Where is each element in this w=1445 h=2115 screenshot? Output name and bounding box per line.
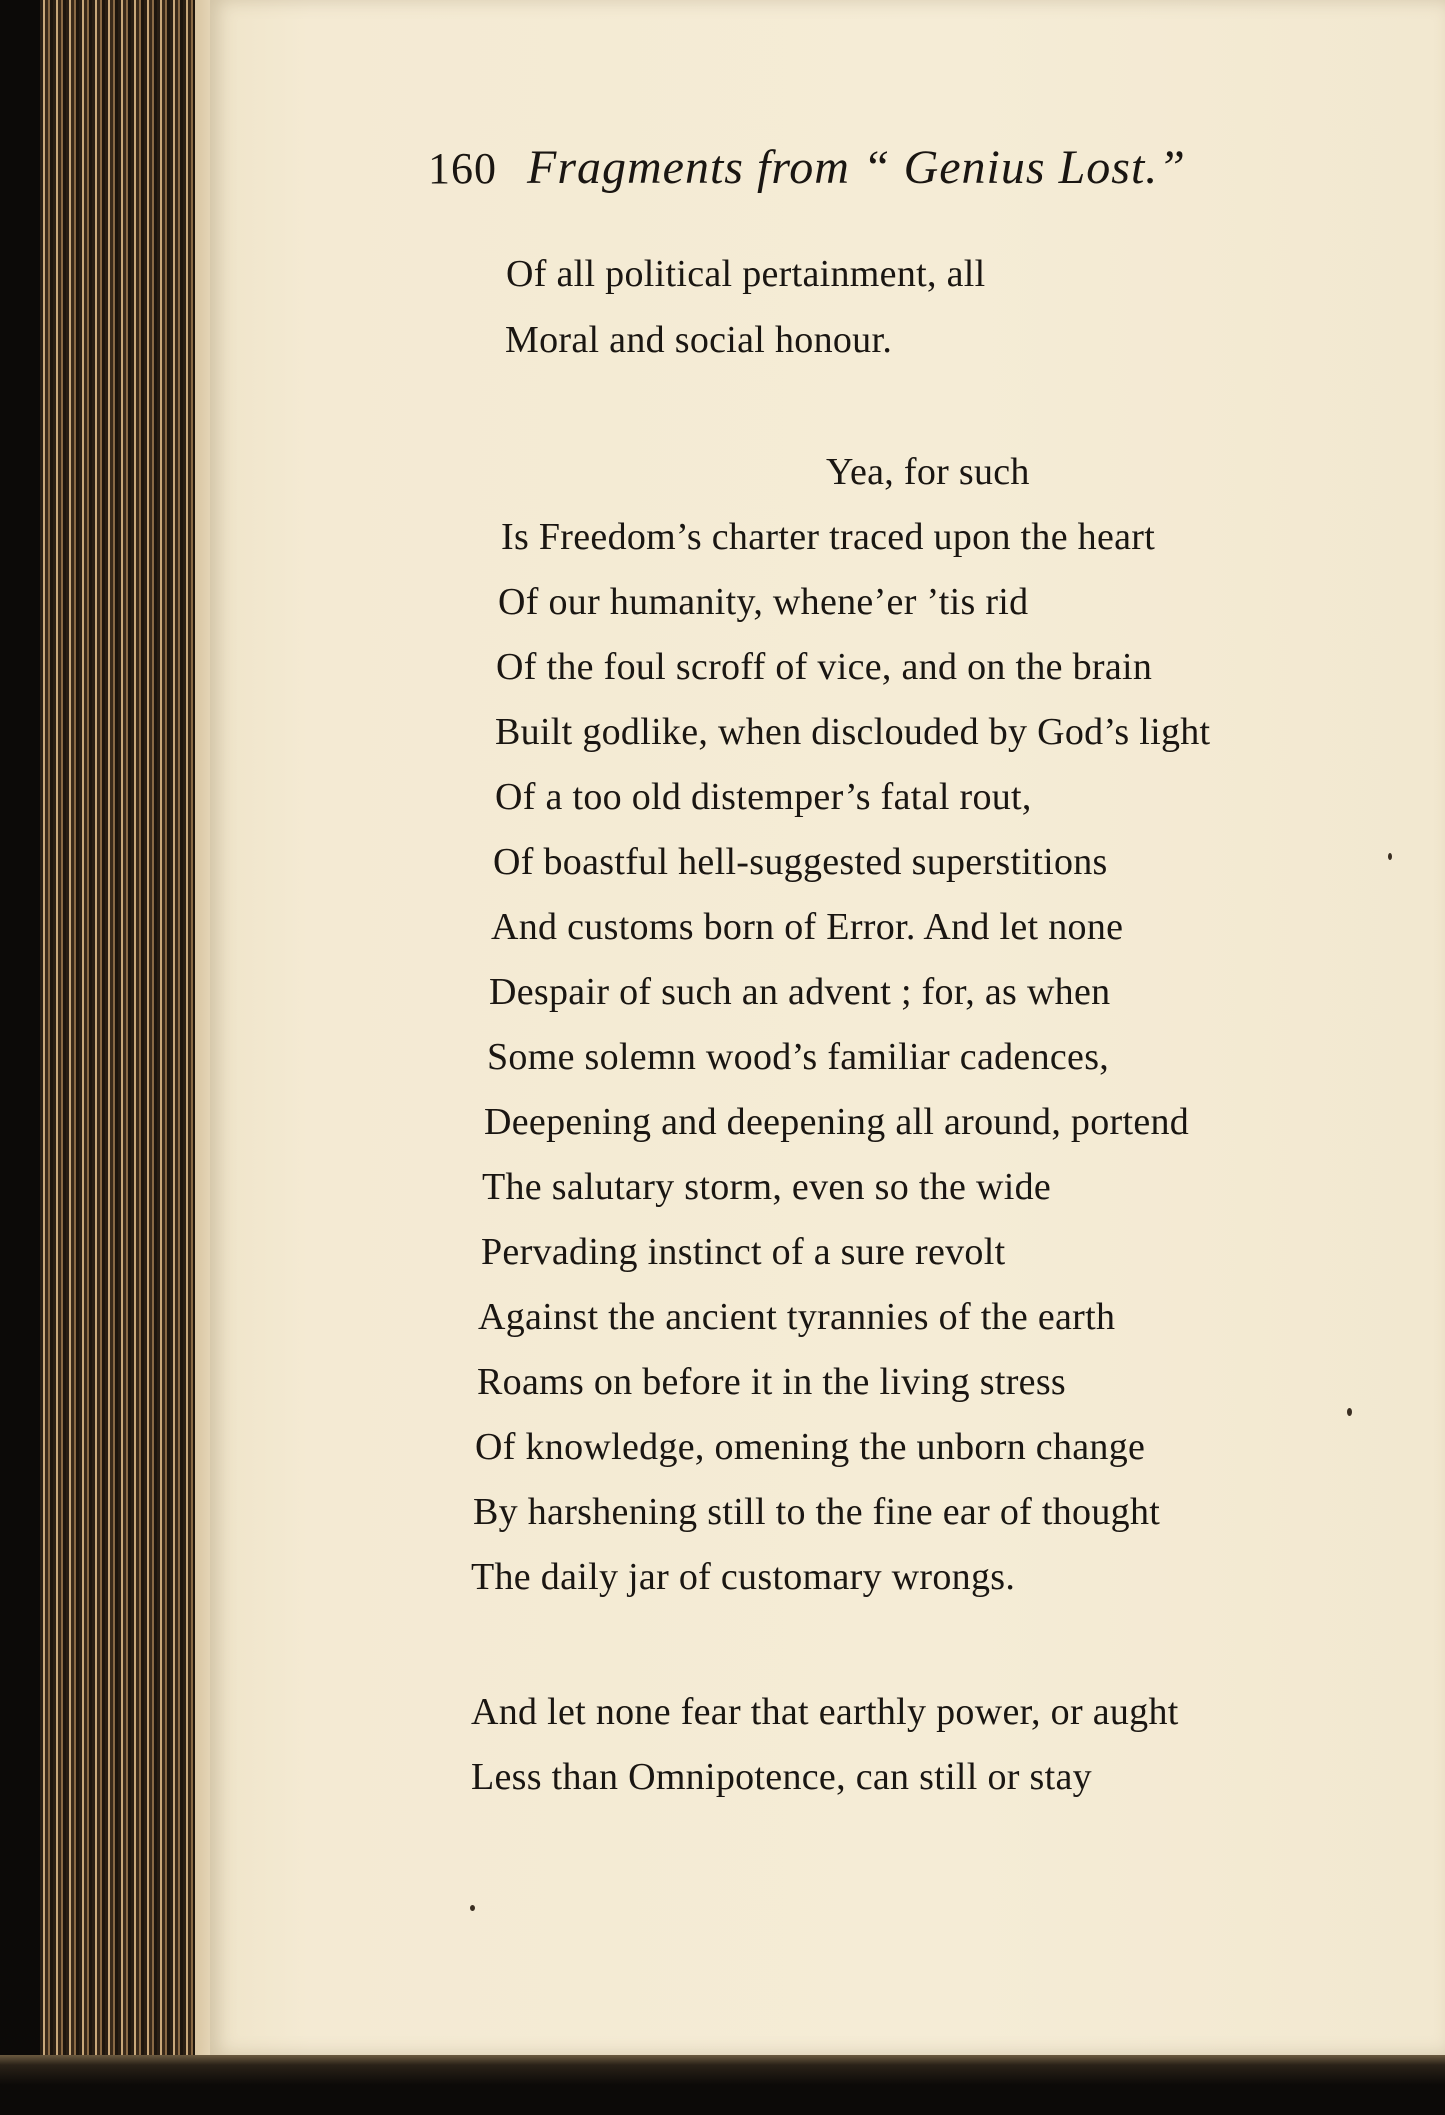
running-header xyxy=(428,140,1278,195)
paper-speck xyxy=(470,1905,475,1911)
page-edges xyxy=(40,0,225,2060)
verse-line-11: Despair of such an advent ; for, as when xyxy=(489,971,1111,1013)
verse-line-22: Less than Omnipotence, can still or stay xyxy=(471,1756,1092,1798)
verse-line-9: Of boastful hell-suggested superstitions xyxy=(493,841,1108,883)
verse-line-5: Of our humanity, whene’er ’tis rid xyxy=(498,581,1029,623)
paper-speck xyxy=(1347,1408,1352,1416)
verse-line-2: Moral and social honour. xyxy=(505,319,893,361)
verse-line-4: Is Freedom’s charter traced upon the heart xyxy=(501,516,1156,558)
verse-line-21: And let none fear that earthly power, or aught xyxy=(471,1691,1179,1733)
verse-line-19: By harshening still to the fine ear of thought xyxy=(473,1491,1161,1533)
verse-line-16: Against the ancient tyrannies of the earth xyxy=(478,1296,1116,1338)
verse-line-20: The daily jar of customary wrongs. xyxy=(471,1556,1016,1598)
verse-line-18: Of knowledge, omening the unborn change xyxy=(475,1426,1146,1468)
bottom-shadow xyxy=(0,2055,1445,2115)
verse-line-15: Pervading instinct of a sure revolt xyxy=(481,1231,1006,1273)
book-page xyxy=(210,0,1445,2055)
verse-line-8: Of a too old distemper’s fatal rout, xyxy=(495,776,1032,818)
verse-line-3: Yea, for such xyxy=(826,451,1030,493)
verse-line-6: Of the foul scroff of vice, and on the brain xyxy=(496,646,1153,688)
paper-speck xyxy=(1388,853,1392,860)
page-number: 160 xyxy=(428,144,497,193)
verse-line-17: Roams on before it in the living stress xyxy=(477,1361,1067,1403)
verse-line-12: Some solemn wood’s familiar cadences, xyxy=(487,1036,1110,1078)
verse-line-1: Of all political pertainment, all xyxy=(506,253,986,295)
verse-line-13: Deepening and deepening all around, portend xyxy=(484,1101,1190,1143)
verse-line-7: Built godlike, when disclouded by God’s light xyxy=(495,711,1211,753)
verse-line-10: And customs born of Error. And let none xyxy=(491,906,1124,948)
running-title: Fragments from “ Genius Lost.” xyxy=(527,141,1186,194)
verse-line-14: The salutary storm, even so the wide xyxy=(482,1166,1052,1208)
